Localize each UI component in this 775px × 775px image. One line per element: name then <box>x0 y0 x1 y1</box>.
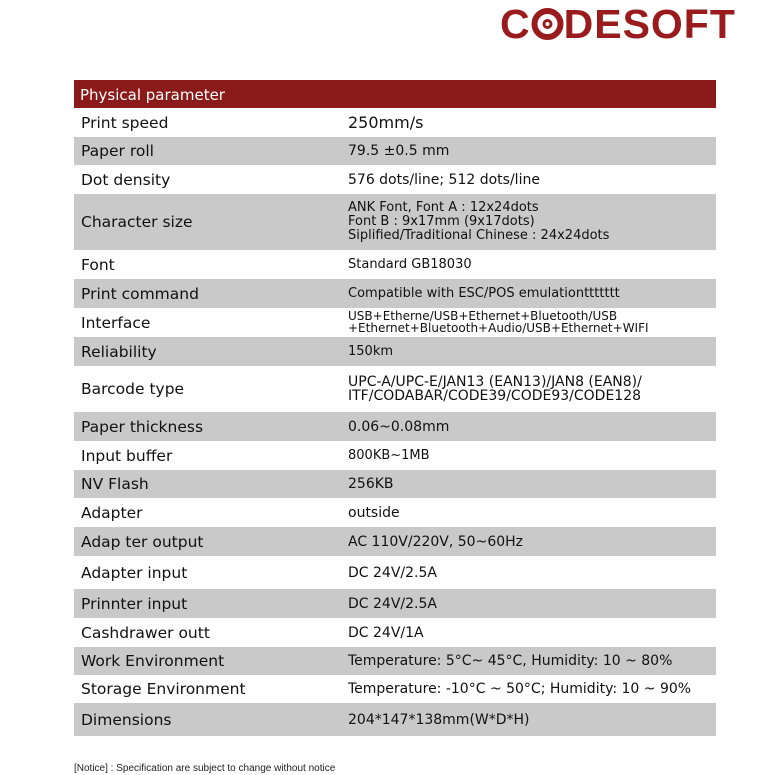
row-value-text: 79.5 ±0.5 mm <box>348 143 450 159</box>
row-value-text: Temperature: -10°C ~ 50°C; Humidity: 10 ~ 90% <box>348 681 692 697</box>
table-row <box>74 137 716 165</box>
row-value <box>344 250 716 279</box>
row-label: Work Environment <box>81 652 225 670</box>
row-value <box>344 194 716 250</box>
row-value <box>344 703 716 736</box>
row-value-text: Standard GB18030 <box>348 256 472 272</box>
row-value <box>344 470 716 498</box>
brand-letters-rest: DESOFT <box>563 1 736 47</box>
row-label: Reliability <box>81 342 157 361</box>
table-row <box>74 250 716 279</box>
brand-logo <box>500 1 736 47</box>
row-label: Barcode type <box>81 380 185 398</box>
table-row <box>74 527 716 556</box>
row-value <box>344 647 716 675</box>
row-value <box>344 412 716 441</box>
table-row <box>74 108 716 137</box>
table-row <box>74 703 716 736</box>
table-row <box>74 308 716 337</box>
table-row <box>74 647 716 675</box>
row-value-text: UPC-A/UPC-E/JAN13 (EAN13)/JAN8 (EAN8)/ ITF/CODABAR/CODE39/CODE93/CODE128 <box>348 374 642 404</box>
row-label: Prinnter input <box>81 594 188 613</box>
row-value-text: Temperature: 5°C~ 45°C, Humidity: 10 ~ 80% <box>348 653 673 669</box>
table-row <box>74 618 716 647</box>
table-row <box>74 337 716 366</box>
row-value-text: 0.06~0.08mm <box>348 418 450 435</box>
row-value <box>344 498 716 527</box>
table-row <box>74 589 716 618</box>
row-value <box>344 308 716 337</box>
row-value-text: 204*147*138mm(W*D*H) <box>348 711 530 728</box>
row-value <box>344 279 716 308</box>
row-label: Input buffer <box>81 446 173 465</box>
row-value-text: 256KB <box>348 476 394 492</box>
row-value-text: AC 110V/220V, 50~60Hz <box>348 533 524 550</box>
table-row <box>74 675 716 703</box>
row-value-text: 800KB~1MB <box>348 447 430 463</box>
row-value <box>344 556 716 589</box>
table-row <box>74 194 716 250</box>
table-header: Physical parameter <box>74 80 716 108</box>
row-value <box>344 108 716 137</box>
table-row <box>74 556 716 589</box>
notice-text: [Notice] : Specification are subject to change without notice <box>74 763 336 774</box>
row-label: Cashdrawer outt <box>81 623 210 642</box>
table-row <box>74 470 716 498</box>
row-value-text: Compatible with ESC/POS emulationttttttt <box>348 285 620 301</box>
row-label: Print speed <box>81 113 169 132</box>
table-row <box>74 165 716 194</box>
row-label: NV Flash <box>81 475 149 493</box>
row-label: Adapter <box>81 503 143 522</box>
row-value-text: outside <box>348 504 400 521</box>
brand-letter-c: C <box>500 1 531 47</box>
row-label: Storage Environment <box>81 680 246 698</box>
row-label: Print command <box>81 284 199 303</box>
table-row <box>74 412 716 441</box>
row-label: Character size <box>81 213 193 231</box>
row-label: Dimensions <box>81 710 172 729</box>
brand-logo-o-icon <box>531 6 564 42</box>
row-label: Adap ter output <box>81 532 204 551</box>
row-value <box>344 675 716 703</box>
row-value <box>344 589 716 618</box>
row-value-text: 576 dots/line; 512 dots/line <box>348 171 540 188</box>
row-value-text: DC 24V/2.5A <box>348 595 437 612</box>
row-value-text: USB+Etherne/USB+Ethernet+Bluetooth/USB +Ethernet+Bluetooth+Audio/USB+Ethernet+WIFI <box>348 309 649 335</box>
row-value <box>344 337 716 366</box>
row-value <box>344 618 716 647</box>
row-label: Paper roll <box>81 142 154 160</box>
table-row <box>74 441 716 470</box>
table-body <box>74 108 716 736</box>
row-value <box>344 527 716 556</box>
row-value-text: 250mm/s <box>348 112 424 132</box>
row-label: Interface <box>81 313 151 332</box>
row-value <box>344 366 716 412</box>
row-label: Font <box>81 255 115 274</box>
spec-table <box>74 80 716 736</box>
row-value-text: DC 24V/2.5A <box>348 564 437 581</box>
table-row <box>74 498 716 527</box>
table-row <box>74 366 716 412</box>
row-value <box>344 137 716 165</box>
row-value-text: 150km <box>348 343 394 359</box>
row-value-text: ANK Font, Font A : 12x24dots Font B : 9x17mm (9x17dots) Siplified/Traditional Chinese : 24x24dots <box>348 200 610 243</box>
table-row <box>74 279 716 308</box>
row-label: Adapter input <box>81 563 188 582</box>
row-label: Dot density <box>81 170 171 189</box>
row-value-text: DC 24V/1A <box>348 624 424 641</box>
row-label: Paper thickness <box>81 417 204 436</box>
row-value <box>344 441 716 470</box>
row-value <box>344 165 716 194</box>
